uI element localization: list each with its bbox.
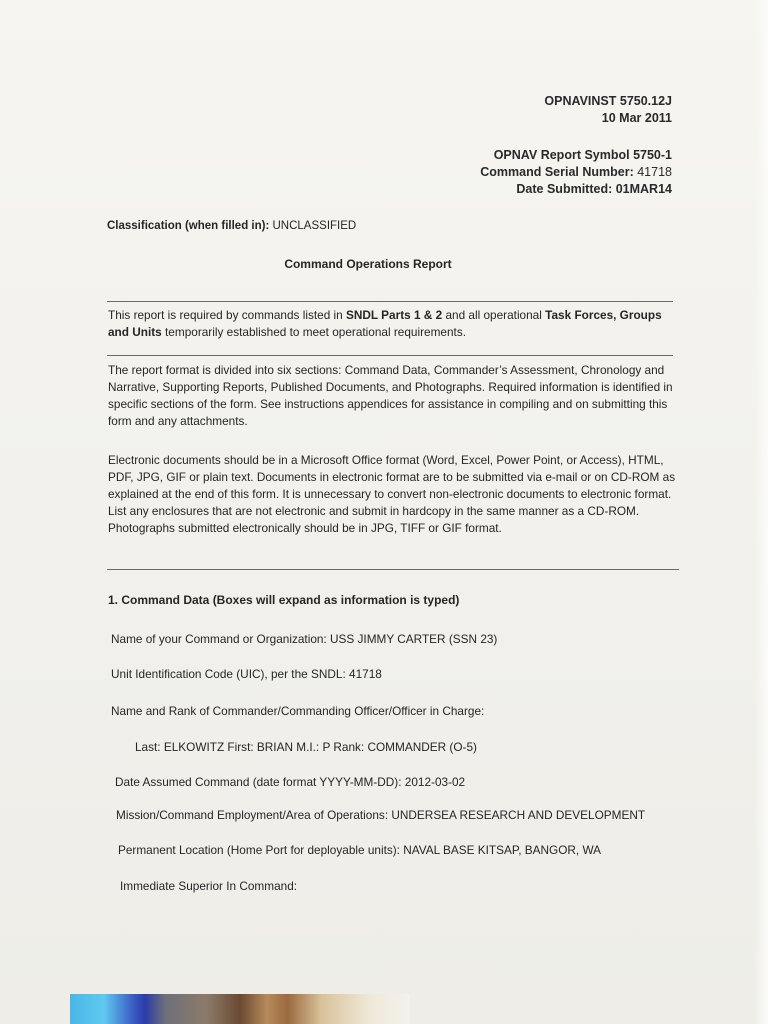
intro-paragraph-1 (108, 307, 676, 341)
report-symbol: OPNAV Report Symbol 5750-1 (493, 148, 672, 162)
divider-top (107, 301, 673, 302)
document-title: Command Operations Report (284, 257, 452, 271)
section-1-title: 1. Command Data (Boxes will expand as information is typed) (108, 593, 460, 607)
field-uic: Unit Identification Code (UIC), per the SNDL: 41718 (111, 667, 382, 681)
intro-p1-text-c: and all operational (442, 308, 546, 322)
field-commander-name-rank: Last: ELKOWITZ First: BRIAN M.I.: P Rank: COMMANDER (O-5) (135, 740, 477, 754)
field-immediate-superior: Immediate Superior In Command: (120, 879, 298, 893)
instruction-date: 10 Mar 2011 (601, 111, 672, 125)
instruction-header (544, 93, 672, 127)
field-commander-heading: Name and Rank of Commander/Commanding Officer/Officer in Charge: (111, 704, 485, 718)
instruction-number: OPNAVINST 5750.12J (544, 94, 672, 108)
intro-p1-sndl: SNDL Parts 1 & 2 (346, 308, 443, 322)
intro-paragraph-2: The report format is divided into six sections: Command Data, Commander’s Assessment, Chronology and Narrative, Supporting Reports, Published Documents, and Photographs. Required information is identified in specific sections of the form. See instructions appendices for assistance in compiling and on submitting this form and any attachments. (108, 363, 673, 428)
serial-label: Command Serial Number: (480, 165, 634, 179)
field-command-name: Name of your Command or Organization: USS JIMMY CARTER (SSN 23) (111, 632, 498, 646)
field-mission: Mission/Command Employment/Area of Operations: UNDERSEA RESEARCH AND DEVELOPMENT (116, 808, 646, 822)
classification-line (107, 220, 356, 232)
intro-p1-text-e: temporarily established to meet operational requirements. (161, 325, 467, 339)
report-header (480, 147, 672, 198)
scan-color-strip (70, 994, 410, 1024)
field-date-assumed-command: Date Assumed Command (date format YYYY-MM-DD): 2012-03-02 (115, 775, 466, 789)
classification-label: Classification (when filled in): (107, 220, 270, 232)
field-permanent-location: Permanent Location (Home Port for deployable units): NAVAL BASE KITSAP, BANGOR, WA (118, 843, 602, 857)
scan-edge (754, 0, 768, 1024)
intro-p1-text-a: This report is required by commands listed in (108, 308, 346, 322)
divider-middle (107, 355, 673, 356)
classification-value: UNCLASSIFIED (272, 220, 357, 232)
intro-paragraph-3: Electronic documents should be in a Microsoft Office format (Word, Excel, Power Point, or Access), HTML, PDF, JPG, GIF or plain text. Documents in electronic format are to be submitted via e-mail or on CD-ROM as explained at the end of this form. It is unnecessary to convert non-electronic documents to electronic format. List any enclosures that are not electronic and submit in hardcopy in the same manner as a CD-ROM. Photographs submitted electronically should be in JPG, TIFF or GIF format. (108, 453, 676, 535)
date-submitted: Date Submitted: 01MAR14 (516, 182, 672, 196)
divider-bottom (107, 569, 679, 570)
command-serial-number (480, 164, 672, 181)
intro-p1-task-forces: Task Forces, Groups and Units (108, 308, 662, 339)
serial-value: 41718 (637, 165, 672, 179)
